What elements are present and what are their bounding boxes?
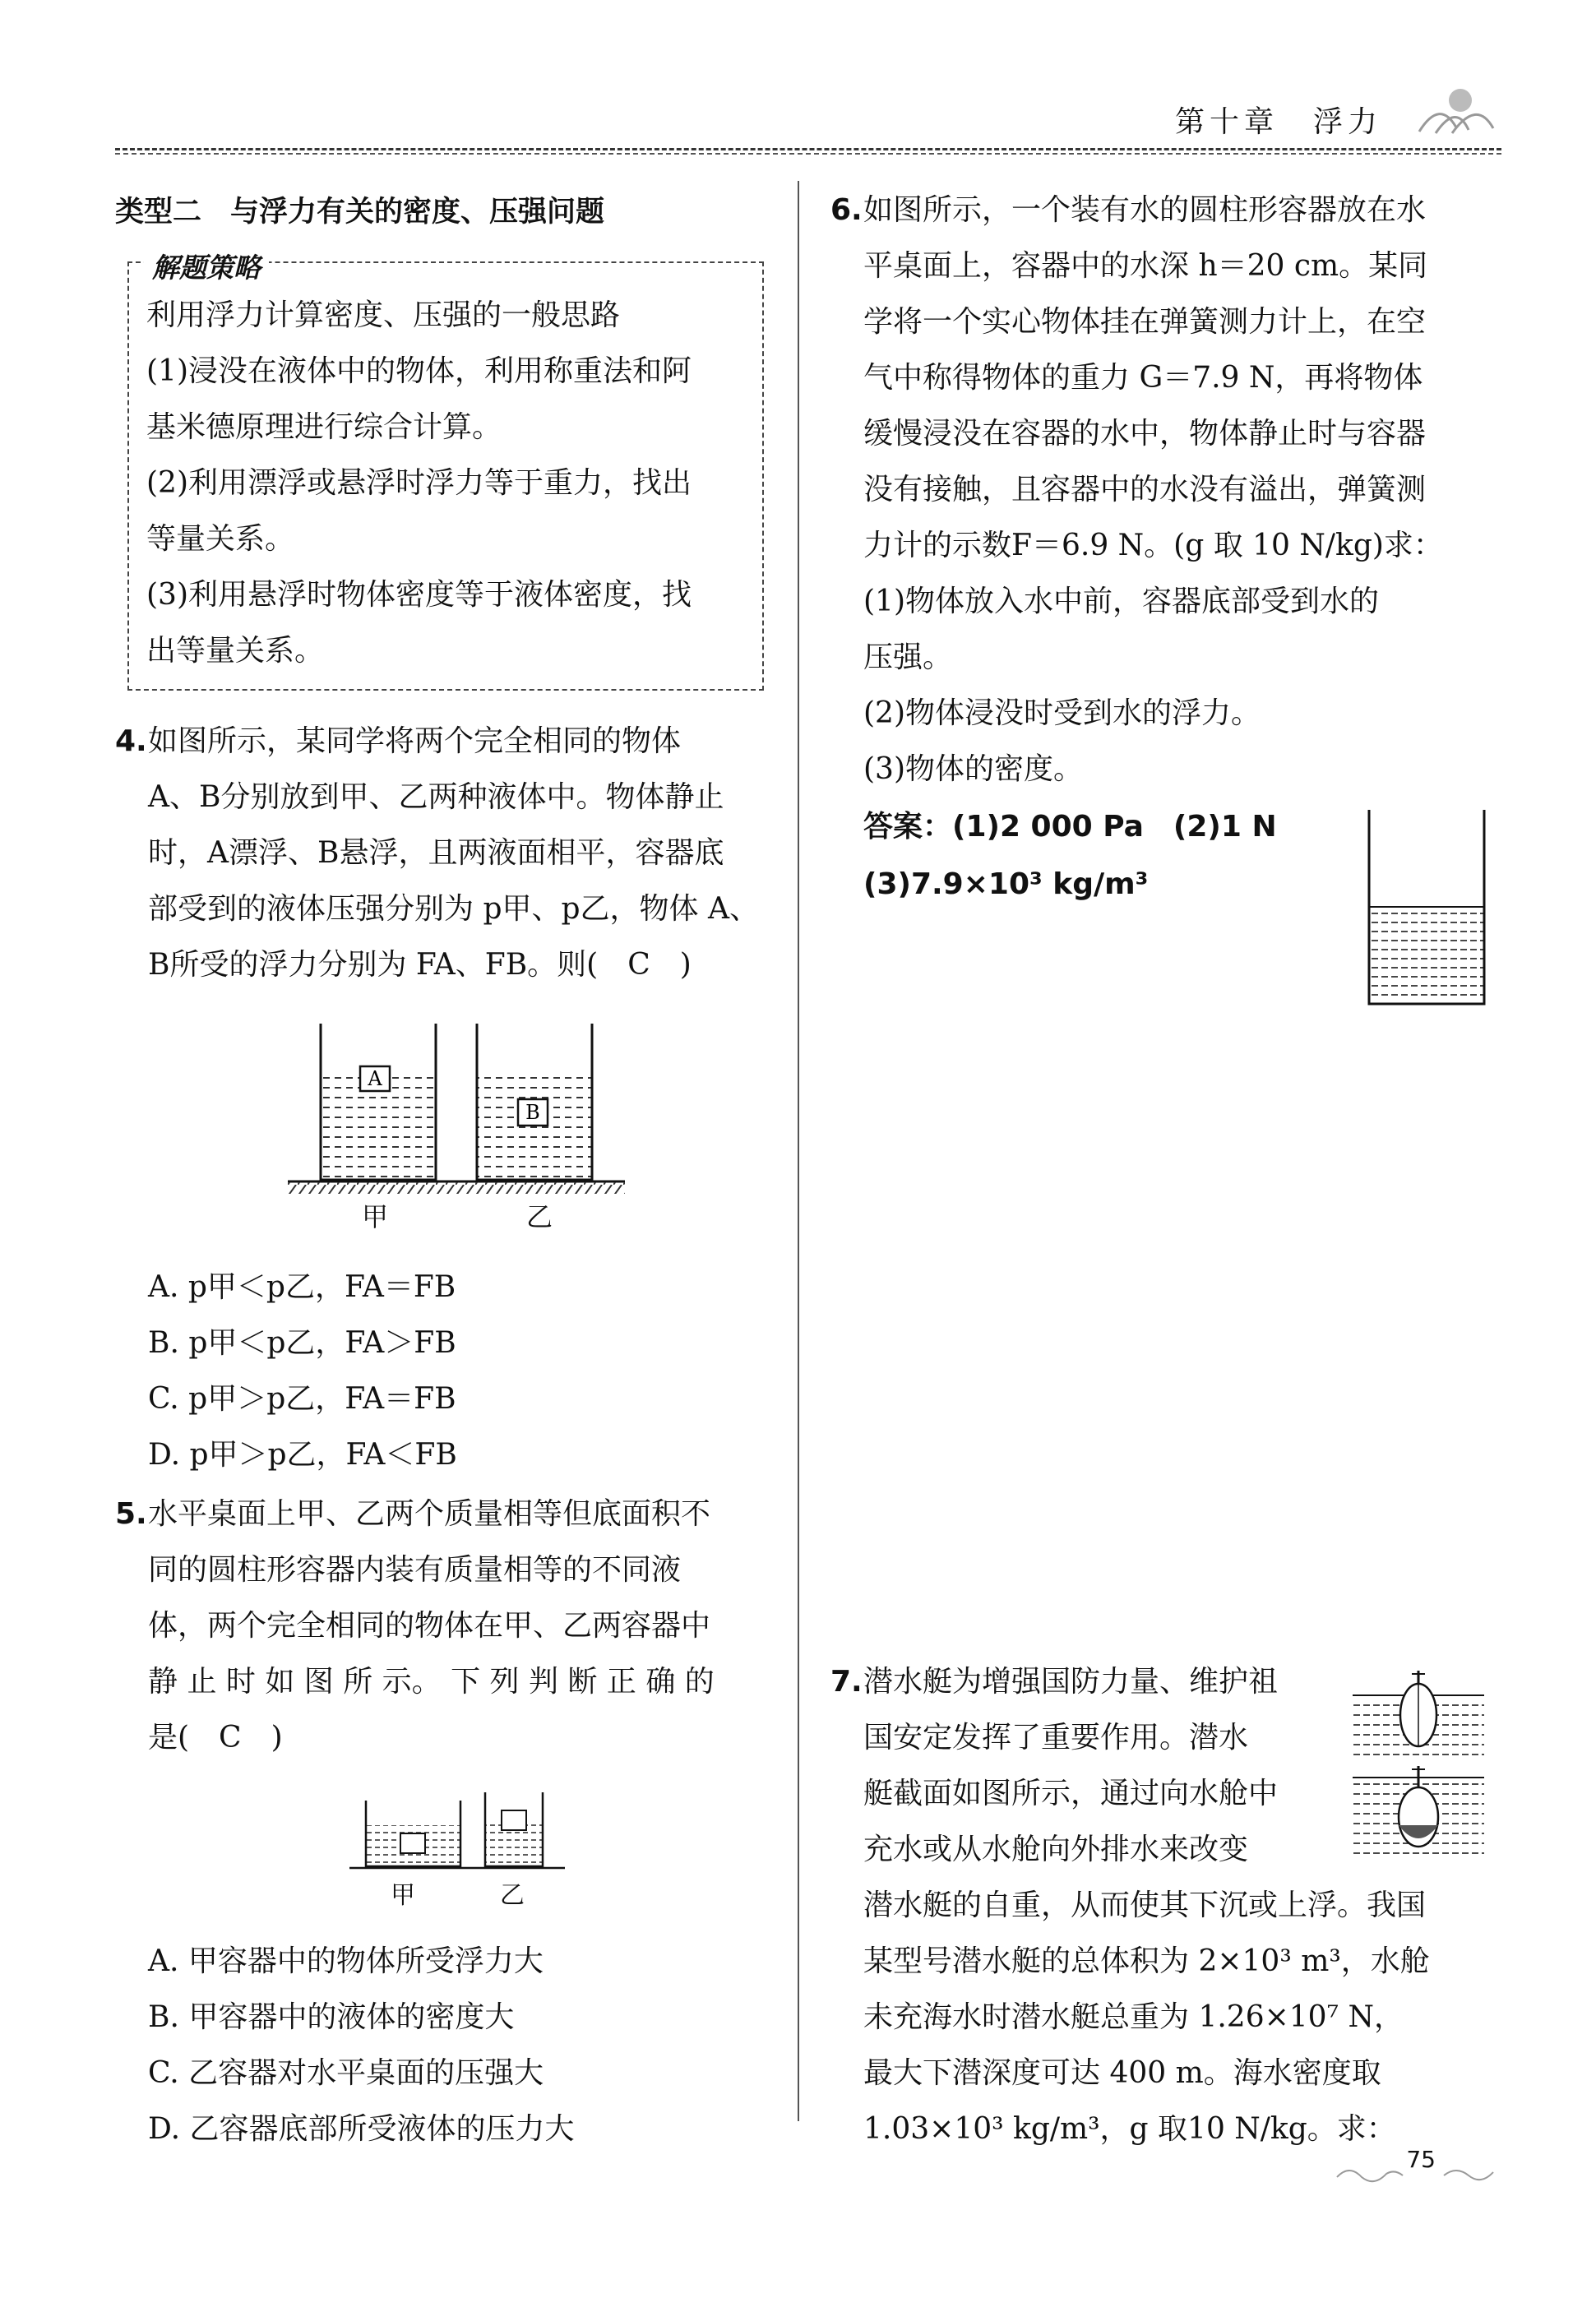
strategy-line: 等量关系。 xyxy=(146,522,295,556)
question-line: 艇截面如图所示，通过向水舱中 xyxy=(863,1777,1279,1810)
question-line: 未充海水时潜水艇总重为 1.26×10⁷ N， xyxy=(863,2000,1404,2034)
question-line: 国安定发挥了重要作用。潜水 xyxy=(863,1721,1249,1755)
option-c: C. 乙容器对水平桌面的压强大 xyxy=(148,2056,544,2090)
question-line: 1.03×10³ kg/m³，g 取10 N/kg。求： xyxy=(863,2112,1396,2146)
strategy-content xyxy=(146,288,692,679)
question-line: 潜水艇为增强国防力量、维护祖 xyxy=(863,1665,1279,1699)
column-divider xyxy=(798,181,799,2121)
question-line: 如图所示，某同学将两个完全相同的物体 xyxy=(148,724,682,758)
question-line: (3)物体的密度。 xyxy=(863,752,1083,786)
question-6-answer: 答案：(1)2 000 Pa (2)1 N xyxy=(863,810,1277,844)
section-title: 类型二 与浮力有关的密度、压强问题 xyxy=(115,196,605,229)
question-5-stem xyxy=(148,1486,715,1766)
question-6-stem xyxy=(863,183,1443,574)
question-7-number: 7. xyxy=(830,1665,863,1699)
question-7-stem xyxy=(863,1654,1430,2157)
question-line: 同的圆柱形容器内装有质量相等的不同液 xyxy=(148,1553,682,1587)
question-5-number: 5. xyxy=(115,1497,147,1531)
page-number: 75 xyxy=(1406,2146,1436,2173)
question-line: 最大下潜深度可达 400 m。海水密度取 xyxy=(863,2056,1381,2090)
question-line: 缓慢浸没在容器的水中，物体静止时与容器 xyxy=(863,417,1427,451)
question-line: 潜水艇的自重，从而使其下沉或上浮。我国 xyxy=(863,1889,1427,1922)
option-d: D. 乙容器底部所受液体的压力大 xyxy=(148,2112,575,2146)
question-line: 某型号潜水艇的总体积为 2×10³ m³，水舱 xyxy=(863,1944,1430,1978)
chapter-title: 第十章 浮力 xyxy=(1174,105,1382,139)
question-4-figure xyxy=(288,1024,633,1221)
figure-label-jia: 甲 xyxy=(391,1881,415,1910)
question-4-options xyxy=(148,1260,457,1483)
strategy-line: (3)利用悬浮时物体密度等于液体密度，找 xyxy=(146,578,692,612)
option-a: A. p甲＜p乙，FA＝FB xyxy=(148,1270,456,1304)
strategy-line: (2)利用漂浮或悬浮时浮力等于重力，找出 xyxy=(146,466,692,500)
question-line: 平桌面上，容器中的水深 h＝20 cm。某同 xyxy=(863,249,1428,283)
strategy-line: 出等量关系。 xyxy=(146,634,325,668)
figure-label-jia: 甲 xyxy=(362,1201,389,1232)
footer-ornament-left-icon xyxy=(1333,2162,1407,2187)
question-line: 力计的示数F＝6.9 N。(g 取 10 N/kg)求： xyxy=(863,529,1443,562)
object-a-label: A xyxy=(368,1067,382,1090)
question-line: 体，两个完全相同的物体在甲、乙两容器中 xyxy=(148,1609,711,1643)
question-6-number: 6. xyxy=(830,193,863,227)
question-line: (2)物体浸没时受到水的浮力。 xyxy=(863,696,1261,730)
object-jia xyxy=(400,1833,425,1853)
header-divider xyxy=(115,148,1501,150)
question-line: 学将一个实心物体挂在弹簧测力计上，在空 xyxy=(863,305,1427,339)
object-yi xyxy=(502,1810,526,1830)
question-line: 静 止 时 如 图 所 示。 下 列 判 断 正 确 的 xyxy=(148,1665,715,1699)
question-line: 如图所示，一个装有水的圆柱形容器放在水 xyxy=(863,193,1427,227)
question-line: A、B分别放到甲、乙两种液体中。物体静止 xyxy=(148,780,724,814)
strategy-line: (1)浸没在液体中的物体，利用称重法和阿 xyxy=(146,354,692,388)
question-line: 压强。 xyxy=(863,640,953,674)
question-5-figure xyxy=(349,1792,571,1879)
question-4-number: 4. xyxy=(115,724,147,758)
question-line: 是( C ) xyxy=(148,1721,283,1755)
option-a: A. 甲容器中的物体所受浮力大 xyxy=(148,1944,544,1978)
header-divider-secondary xyxy=(115,153,1501,155)
option-d: D. p甲＞p乙，FA＜FB xyxy=(148,1438,457,1472)
option-c: C. p甲＞p乙，FA＝FB xyxy=(148,1382,456,1416)
question-5-options xyxy=(148,1934,574,2157)
question-6-figure xyxy=(1361,810,1492,1024)
question-6-answer-continued: (3)7.9×10³ kg/m³ xyxy=(863,867,1149,901)
strategy-line: 利用浮力计算密度、压强的一般思路 xyxy=(146,298,621,332)
submarine-figure xyxy=(1353,1661,1488,1875)
option-b: B. p甲＜p乙，FA＞FB xyxy=(148,1326,456,1360)
figure-label-yi: 乙 xyxy=(526,1201,553,1232)
header-ornament-icon xyxy=(1411,82,1501,140)
question-line: 气中称得物体的重力 G＝7.9 N，再将物体 xyxy=(863,361,1423,395)
figure-label-yi: 乙 xyxy=(500,1881,525,1910)
water xyxy=(1369,907,1484,1004)
question-line: 时，A漂浮、B悬浮，且两液面相平，容器底 xyxy=(148,836,724,870)
question-line: 充水或从水舱向外排水来改变 xyxy=(863,1833,1249,1866)
question-line: (1)物体放入水中前，容器底部受到水的 xyxy=(863,585,1379,618)
strategy-line: 基米德原理进行综合计算。 xyxy=(146,410,502,444)
question-4-stem xyxy=(148,714,759,993)
question-line: 水平桌面上甲、乙两个质量相等但底面积不 xyxy=(148,1497,711,1531)
question-6-subquestions xyxy=(863,574,1379,798)
option-b: B. 甲容器中的液体的密度大 xyxy=(148,2000,515,2034)
object-b-label: B xyxy=(525,1101,540,1124)
question-line: 没有接触，且容器中的水没有溢出，弹簧测 xyxy=(863,473,1427,506)
footer-ornament-right-icon xyxy=(1440,2162,1497,2187)
question-line: 部受到的液体压强分别为 p甲、p乙，物体 A、 xyxy=(148,892,759,926)
strategy-label: 解题策略 xyxy=(144,247,269,285)
ground-hatch xyxy=(288,1182,625,1194)
question-line: B所受的浮力分别为 FA、FB。则( C ) xyxy=(148,948,692,982)
